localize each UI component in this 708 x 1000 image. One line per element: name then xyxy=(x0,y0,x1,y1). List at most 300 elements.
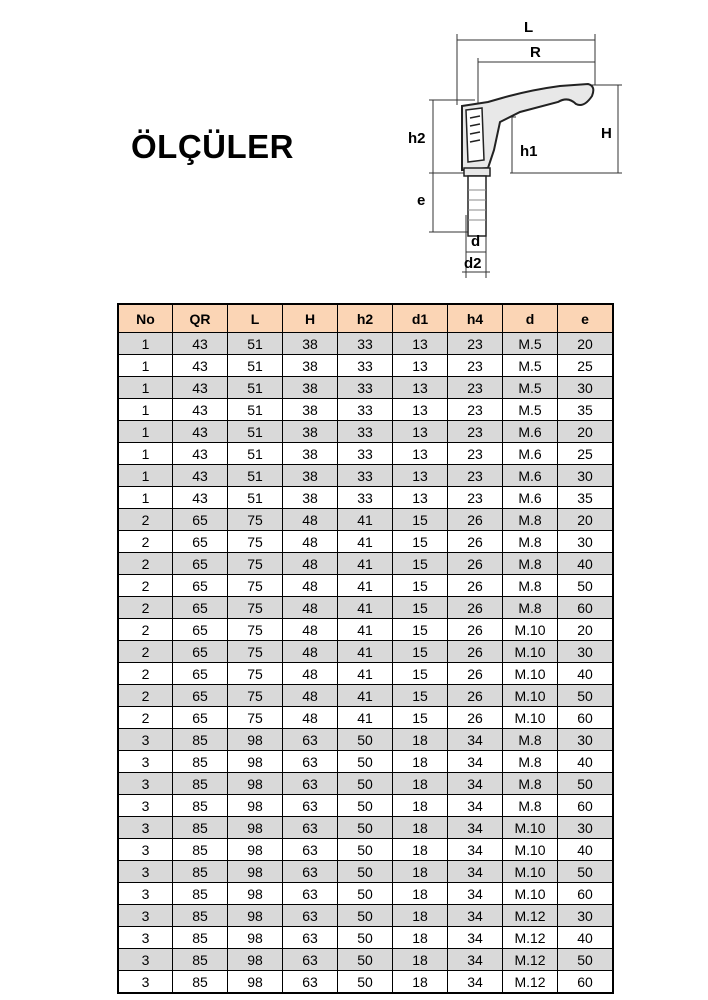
table-cell: 34 xyxy=(448,795,503,817)
table-cell: 3 xyxy=(118,839,173,861)
table-cell: 2 xyxy=(118,707,173,729)
table-cell: 98 xyxy=(228,905,283,927)
column-header: d1 xyxy=(393,304,448,333)
table-cell: 23 xyxy=(448,355,503,377)
label-e: e xyxy=(417,192,426,209)
table-cell: 13 xyxy=(393,443,448,465)
table-cell: 34 xyxy=(448,817,503,839)
table-cell: 51 xyxy=(228,377,283,399)
table-cell: 43 xyxy=(173,399,228,421)
table-row xyxy=(118,333,613,355)
table-row xyxy=(118,883,613,905)
column-header: No xyxy=(118,304,173,333)
table-cell: 3 xyxy=(118,905,173,927)
table-cell: 33 xyxy=(338,465,393,487)
table-cell: 18 xyxy=(393,729,448,751)
table-row xyxy=(118,685,613,707)
table-cell: 26 xyxy=(448,531,503,553)
table-row xyxy=(118,905,613,927)
table-row xyxy=(118,575,613,597)
table-cell: 48 xyxy=(283,641,338,663)
table-cell: 25 xyxy=(558,355,614,377)
table-cell: 98 xyxy=(228,773,283,795)
table-cell: 51 xyxy=(228,465,283,487)
table-cell: 98 xyxy=(228,729,283,751)
table-cell: 3 xyxy=(118,927,173,949)
label-R: R xyxy=(530,44,541,61)
table-cell: 3 xyxy=(118,795,173,817)
table-cell: 2 xyxy=(118,531,173,553)
table-cell: 50 xyxy=(338,883,393,905)
table-cell: 20 xyxy=(558,421,614,443)
table-row xyxy=(118,487,613,509)
table-row xyxy=(118,553,613,575)
table-cell: 25 xyxy=(558,443,614,465)
table-cell: 48 xyxy=(283,707,338,729)
table-cell: 18 xyxy=(393,861,448,883)
table-cell: 85 xyxy=(173,729,228,751)
table-cell: M.6 xyxy=(503,443,558,465)
table-cell: 34 xyxy=(448,971,503,994)
table-cell: 65 xyxy=(173,663,228,685)
table-row xyxy=(118,839,613,861)
table-cell: 40 xyxy=(558,927,614,949)
table-cell: 41 xyxy=(338,531,393,553)
table-cell: 23 xyxy=(448,421,503,443)
table-cell: 23 xyxy=(448,487,503,509)
table-cell: 75 xyxy=(228,685,283,707)
column-header: h2 xyxy=(338,304,393,333)
table-row xyxy=(118,421,613,443)
table-cell: 38 xyxy=(283,465,338,487)
table-cell: 2 xyxy=(118,619,173,641)
table-row xyxy=(118,443,613,465)
table-cell: 41 xyxy=(338,509,393,531)
table-cell: 23 xyxy=(448,333,503,355)
table-cell: 48 xyxy=(283,685,338,707)
table-cell: 1 xyxy=(118,487,173,509)
table-cell: 63 xyxy=(283,773,338,795)
table-cell: 18 xyxy=(393,927,448,949)
table-cell: 13 xyxy=(393,355,448,377)
table-cell: M.8 xyxy=(503,531,558,553)
table-cell: M.12 xyxy=(503,905,558,927)
table-cell: 50 xyxy=(338,751,393,773)
table-cell: 23 xyxy=(448,465,503,487)
table-cell: M.6 xyxy=(503,465,558,487)
table-cell: 50 xyxy=(338,817,393,839)
table-cell: 50 xyxy=(338,729,393,751)
table-cell: 13 xyxy=(393,377,448,399)
table-cell: 34 xyxy=(448,861,503,883)
table-cell: 63 xyxy=(283,729,338,751)
table-cell: 85 xyxy=(173,817,228,839)
table-cell: M.8 xyxy=(503,509,558,531)
table-cell: 26 xyxy=(448,663,503,685)
table-cell: 63 xyxy=(283,905,338,927)
table-cell: 41 xyxy=(338,663,393,685)
table-cell: 26 xyxy=(448,641,503,663)
table-row xyxy=(118,971,613,994)
table-cell: 33 xyxy=(338,487,393,509)
table-cell: 13 xyxy=(393,487,448,509)
table-cell: 34 xyxy=(448,905,503,927)
table-cell: 63 xyxy=(283,795,338,817)
table-cell: 15 xyxy=(393,707,448,729)
table-cell: 38 xyxy=(283,443,338,465)
table-cell: 20 xyxy=(558,333,614,355)
table-cell: 50 xyxy=(558,575,614,597)
table-cell: 75 xyxy=(228,641,283,663)
table-cell: 3 xyxy=(118,949,173,971)
table-cell: 75 xyxy=(228,553,283,575)
table-cell: 15 xyxy=(393,531,448,553)
column-header: L xyxy=(228,304,283,333)
table-cell: 26 xyxy=(448,575,503,597)
table-cell: 2 xyxy=(118,509,173,531)
column-header: e xyxy=(558,304,614,333)
table-cell: 51 xyxy=(228,333,283,355)
table-cell: 85 xyxy=(173,839,228,861)
table-cell: 2 xyxy=(118,553,173,575)
table-cell: 41 xyxy=(338,619,393,641)
table-cell: 63 xyxy=(283,883,338,905)
label-h1: h1 xyxy=(520,143,538,160)
table-cell: 2 xyxy=(118,641,173,663)
table-cell: M.8 xyxy=(503,773,558,795)
table-cell: 98 xyxy=(228,795,283,817)
table-cell: 75 xyxy=(228,619,283,641)
table-cell: 85 xyxy=(173,795,228,817)
table-cell: 50 xyxy=(338,949,393,971)
table-cell: 13 xyxy=(393,333,448,355)
table-cell: 26 xyxy=(448,597,503,619)
table-row xyxy=(118,751,613,773)
table-cell: 3 xyxy=(118,817,173,839)
table-cell: 43 xyxy=(173,465,228,487)
table-cell: 50 xyxy=(338,905,393,927)
table-cell: 18 xyxy=(393,905,448,927)
table-cell: 85 xyxy=(173,751,228,773)
table-cell: 43 xyxy=(173,421,228,443)
table-cell: 1 xyxy=(118,355,173,377)
table-cell: 43 xyxy=(173,487,228,509)
table-cell: 18 xyxy=(393,883,448,905)
table-cell: 65 xyxy=(173,509,228,531)
table-cell: 40 xyxy=(558,663,614,685)
table-cell: 18 xyxy=(393,817,448,839)
table-cell: 50 xyxy=(338,773,393,795)
table-cell: 43 xyxy=(173,333,228,355)
column-header: QR xyxy=(173,304,228,333)
table-cell: 63 xyxy=(283,751,338,773)
table-cell: 3 xyxy=(118,773,173,795)
table-cell: 75 xyxy=(228,663,283,685)
table-cell: M.12 xyxy=(503,949,558,971)
table-cell: 1 xyxy=(118,443,173,465)
table-cell: 48 xyxy=(283,553,338,575)
table-cell: 15 xyxy=(393,663,448,685)
table-row xyxy=(118,619,613,641)
table-cell: 13 xyxy=(393,421,448,443)
table-cell: 20 xyxy=(558,619,614,641)
table-cell: 75 xyxy=(228,509,283,531)
table-cell: 85 xyxy=(173,773,228,795)
table-cell: 60 xyxy=(558,971,614,994)
table-row xyxy=(118,641,613,663)
label-h2: h2 xyxy=(408,130,426,147)
table-row xyxy=(118,355,613,377)
column-header: h4 xyxy=(448,304,503,333)
table-cell: 65 xyxy=(173,641,228,663)
lever-handle-dimension-drawing xyxy=(400,10,630,282)
table-cell: M.10 xyxy=(503,663,558,685)
table-cell: 34 xyxy=(448,751,503,773)
table-cell: 60 xyxy=(558,707,614,729)
table-cell: 30 xyxy=(558,465,614,487)
table-cell: 38 xyxy=(283,487,338,509)
table-row xyxy=(118,707,613,729)
table-row xyxy=(118,399,613,421)
table-row xyxy=(118,773,613,795)
table-cell: 2 xyxy=(118,663,173,685)
table-cell: 41 xyxy=(338,553,393,575)
table-cell: 3 xyxy=(118,861,173,883)
table-cell: 34 xyxy=(448,949,503,971)
table-row xyxy=(118,861,613,883)
table-cell: 65 xyxy=(173,531,228,553)
table-cell: 98 xyxy=(228,949,283,971)
table-cell: 18 xyxy=(393,839,448,861)
table-cell: 50 xyxy=(338,861,393,883)
table-cell: 40 xyxy=(558,839,614,861)
column-header: d xyxy=(503,304,558,333)
table-cell: M.10 xyxy=(503,707,558,729)
table-row xyxy=(118,729,613,751)
table-cell: 30 xyxy=(558,905,614,927)
table-cell: 50 xyxy=(338,927,393,949)
table-cell: 41 xyxy=(338,641,393,663)
table-cell: 63 xyxy=(283,817,338,839)
table-cell: 65 xyxy=(173,707,228,729)
table-cell: 43 xyxy=(173,355,228,377)
table-cell: M.8 xyxy=(503,751,558,773)
table-cell: 51 xyxy=(228,487,283,509)
table-cell: 41 xyxy=(338,575,393,597)
table-cell: 85 xyxy=(173,949,228,971)
table-cell: 38 xyxy=(283,377,338,399)
table-cell: M.5 xyxy=(503,377,558,399)
table-cell: 35 xyxy=(558,487,614,509)
table-cell: M.10 xyxy=(503,839,558,861)
table-cell: 60 xyxy=(558,597,614,619)
table-cell: 13 xyxy=(393,465,448,487)
table-cell: 63 xyxy=(283,971,338,994)
table-cell: 75 xyxy=(228,531,283,553)
label-d: d xyxy=(471,233,481,250)
table-cell: M.12 xyxy=(503,927,558,949)
table-cell: 23 xyxy=(448,399,503,421)
table-cell: 33 xyxy=(338,333,393,355)
table-cell: 30 xyxy=(558,377,614,399)
table-cell: 23 xyxy=(448,377,503,399)
table-cell: 23 xyxy=(448,443,503,465)
table-cell: 38 xyxy=(283,399,338,421)
table-cell: M.5 xyxy=(503,333,558,355)
page-title: ÖLÇÜLER xyxy=(131,128,294,165)
table-cell: 30 xyxy=(558,641,614,663)
table-cell: 50 xyxy=(338,795,393,817)
table-cell: 51 xyxy=(228,421,283,443)
table-cell: 34 xyxy=(448,927,503,949)
table-cell: 51 xyxy=(228,443,283,465)
table-cell: M.10 xyxy=(503,685,558,707)
table-cell: 41 xyxy=(338,685,393,707)
table-cell: 2 xyxy=(118,597,173,619)
table-cell: 26 xyxy=(448,553,503,575)
table-cell: 98 xyxy=(228,971,283,994)
table-cell: 18 xyxy=(393,751,448,773)
table-cell: 98 xyxy=(228,751,283,773)
table-cell: 34 xyxy=(448,773,503,795)
table-cell: 3 xyxy=(118,751,173,773)
table-row xyxy=(118,597,613,619)
dimensions-table xyxy=(117,303,614,994)
table-cell: 50 xyxy=(338,971,393,994)
table-cell: 48 xyxy=(283,509,338,531)
table-cell: 35 xyxy=(558,399,614,421)
table-cell: 50 xyxy=(338,839,393,861)
table-row xyxy=(118,377,613,399)
table-cell: 33 xyxy=(338,399,393,421)
table-cell: 75 xyxy=(228,575,283,597)
table-cell: M.8 xyxy=(503,597,558,619)
table-cell: 3 xyxy=(118,883,173,905)
table-row xyxy=(118,927,613,949)
lever-handle-icon xyxy=(462,84,593,236)
table-cell: 1 xyxy=(118,377,173,399)
table-cell: M.8 xyxy=(503,575,558,597)
table-cell: M.10 xyxy=(503,619,558,641)
table-cell: 85 xyxy=(173,927,228,949)
table-cell: 15 xyxy=(393,685,448,707)
table-cell: 13 xyxy=(393,399,448,421)
table-cell: 63 xyxy=(283,927,338,949)
table-cell: 2 xyxy=(118,685,173,707)
table-cell: M.12 xyxy=(503,971,558,994)
table-cell: 65 xyxy=(173,575,228,597)
table-cell: 38 xyxy=(283,333,338,355)
table-cell: 15 xyxy=(393,553,448,575)
table-cell: 18 xyxy=(393,949,448,971)
table-cell: M.10 xyxy=(503,883,558,905)
table-cell: 30 xyxy=(558,531,614,553)
table-cell: 41 xyxy=(338,707,393,729)
table-row xyxy=(118,795,613,817)
table-cell: 63 xyxy=(283,861,338,883)
table-cell: 26 xyxy=(448,509,503,531)
table-body xyxy=(118,333,613,994)
label-L: L xyxy=(524,19,534,36)
table-cell: 33 xyxy=(338,443,393,465)
table-cell: 1 xyxy=(118,421,173,443)
table-cell: 34 xyxy=(448,839,503,861)
table-cell: 85 xyxy=(173,861,228,883)
table-cell: 43 xyxy=(173,377,228,399)
table-row xyxy=(118,465,613,487)
table-cell: 98 xyxy=(228,839,283,861)
table-cell: 48 xyxy=(283,597,338,619)
table-cell: 15 xyxy=(393,641,448,663)
table-cell: 38 xyxy=(283,355,338,377)
table-cell: 18 xyxy=(393,971,448,994)
table-cell: 50 xyxy=(558,685,614,707)
table-cell: 60 xyxy=(558,883,614,905)
table-cell: 63 xyxy=(283,949,338,971)
table-cell: 60 xyxy=(558,795,614,817)
table-cell: M.8 xyxy=(503,729,558,751)
table-cell: 65 xyxy=(173,685,228,707)
table-cell: 75 xyxy=(228,707,283,729)
table-cell: 15 xyxy=(393,575,448,597)
table-cell: 63 xyxy=(283,839,338,861)
table-cell: M.6 xyxy=(503,487,558,509)
table-cell: 30 xyxy=(558,817,614,839)
table-cell: M.10 xyxy=(503,861,558,883)
table-cell: 98 xyxy=(228,883,283,905)
table-cell: 98 xyxy=(228,861,283,883)
table-cell: 26 xyxy=(448,707,503,729)
table-cell: M.5 xyxy=(503,399,558,421)
table-cell: 33 xyxy=(338,421,393,443)
table-cell: 48 xyxy=(283,619,338,641)
label-H: H xyxy=(601,125,612,142)
table-cell: 18 xyxy=(393,773,448,795)
table-cell: 2 xyxy=(118,575,173,597)
table-cell: 33 xyxy=(338,377,393,399)
table-row xyxy=(118,531,613,553)
table-cell: 34 xyxy=(448,729,503,751)
table-cell: 40 xyxy=(558,553,614,575)
table-cell: 48 xyxy=(283,663,338,685)
table-cell: M.10 xyxy=(503,817,558,839)
table-cell: M.6 xyxy=(503,421,558,443)
column-header: H xyxy=(283,304,338,333)
table-cell: 15 xyxy=(393,597,448,619)
table-cell: 50 xyxy=(558,861,614,883)
table-cell: 20 xyxy=(558,509,614,531)
table-cell: 15 xyxy=(393,619,448,641)
table-cell: 75 xyxy=(228,597,283,619)
table-row xyxy=(118,949,613,971)
table-cell: 3 xyxy=(118,729,173,751)
table-cell: 48 xyxy=(283,575,338,597)
table-cell: 1 xyxy=(118,399,173,421)
table-cell: 50 xyxy=(558,949,614,971)
table-cell: M.5 xyxy=(503,355,558,377)
table-cell: 1 xyxy=(118,465,173,487)
table-cell: 40 xyxy=(558,751,614,773)
table-cell: 65 xyxy=(173,619,228,641)
table-cell: M.8 xyxy=(503,553,558,575)
table-cell: 85 xyxy=(173,971,228,994)
table-cell: 98 xyxy=(228,927,283,949)
table-cell: 3 xyxy=(118,971,173,994)
table-cell: 85 xyxy=(173,883,228,905)
table-cell: 34 xyxy=(448,883,503,905)
table-cell: M.8 xyxy=(503,795,558,817)
table-cell: 51 xyxy=(228,399,283,421)
